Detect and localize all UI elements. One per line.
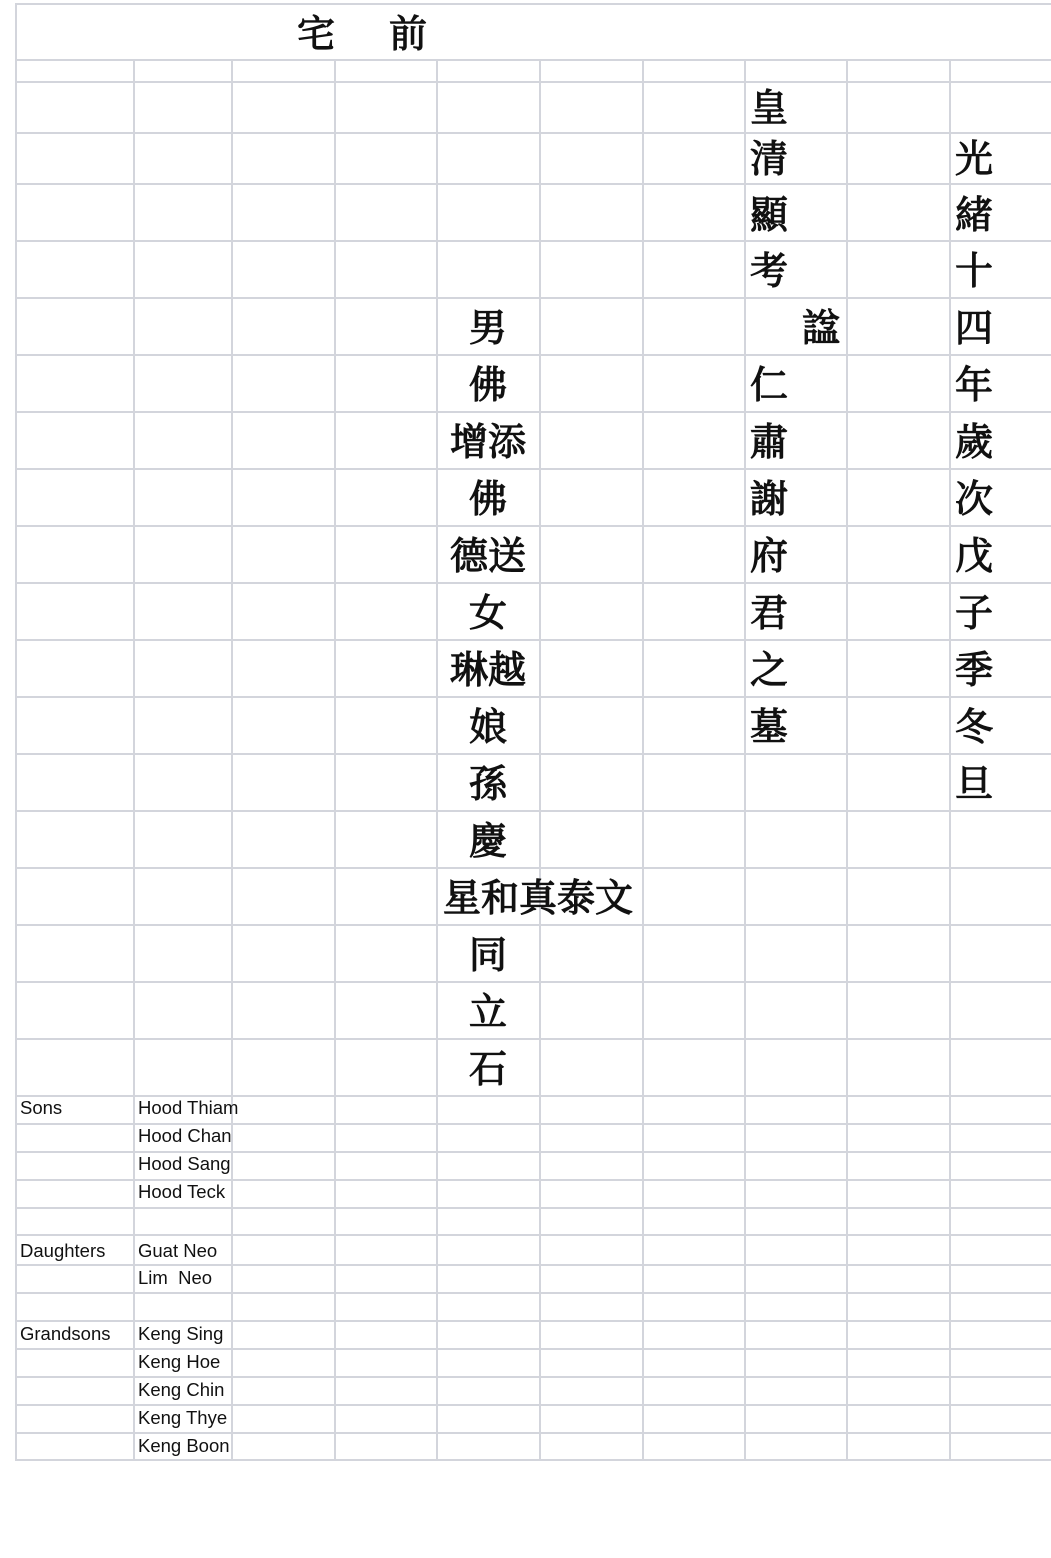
grid-row-line [15,240,1051,242]
main-inscription-char: 之 [750,648,789,692]
descendants-char: 立 [468,990,508,1034]
descendants-char: 孫 [468,762,508,806]
daughter-name: Guat Neo [138,1240,218,1261]
grid-row-line [15,59,1051,61]
descendants-char: 佛 [468,363,508,407]
date-char: 子 [955,591,994,635]
date-char: 四 [955,306,994,350]
grid-row-line [15,1432,1051,1434]
descendants-char: 琳越 [449,648,527,692]
grid-row-line [15,1459,1051,1461]
grid-row-line [15,411,1051,413]
grid-row-line [15,1320,1051,1322]
grid-row-line [15,1376,1051,1378]
grid-row-line [15,1264,1051,1266]
daughters-label: Daughters [20,1240,106,1261]
grid-row-line [15,924,1051,926]
main-inscription-shi: 諡 [802,306,841,350]
main-inscription-char: 君 [750,591,789,635]
son-name: Hood Chan [138,1125,232,1146]
date-char: 旦 [955,762,994,806]
grid-row-line [15,297,1051,299]
main-inscription-char: 肅 [750,420,789,464]
grid-column-line [436,59,438,1461]
grandson-name: Keng Sing [138,1323,224,1344]
date-char: 次 [955,477,994,521]
grandson-name: Keng Thye [138,1407,228,1428]
date-char: 冬 [955,705,994,749]
grid-row-line [15,1348,1051,1350]
descendants-char: 女 [468,591,508,635]
grid-column-line [231,59,233,1461]
grandsons-label: Grandsons [20,1323,111,1344]
grid-row-line [15,1038,1051,1040]
date-char: 戊 [955,534,994,578]
main-inscription-char: 墓 [750,705,789,749]
descendants-char: 男 [468,306,508,350]
grid-column-line [15,3,17,1461]
grid-column-line [334,59,336,1461]
grid-row-line [15,81,1051,83]
grid-column-line [949,59,951,1461]
descendants-char: 娘 [468,705,508,749]
main-inscription-char: 謝 [750,477,789,521]
grid-row-line [15,1404,1051,1406]
grid-row-line [15,132,1051,134]
main-inscription-char: 考 [750,249,789,293]
main-inscription-char: 仁 [750,363,789,407]
grid-row-line [15,696,1051,698]
son-name: Hood Thiam [138,1097,239,1118]
header-title-left: 宅 [297,12,336,56]
header-title-right: 前 [389,12,428,56]
descendants-char: 德送 [449,534,527,578]
grid-row-line [15,582,1051,584]
grid-row-line [15,468,1051,470]
grid-row-line [15,810,1051,812]
date-char: 緒 [955,193,994,237]
daughter-name: Lim Neo [138,1267,213,1288]
date-char: 年 [955,363,994,407]
descendants-char: 星和真泰文 [442,876,634,920]
grid-row-line [15,639,1051,641]
grid-column-line [133,59,135,1461]
grid-row-line [15,183,1051,185]
descendants-char: 佛 [468,477,508,521]
grid-column-line [539,59,541,1461]
son-name: Hood Teck [138,1181,226,1202]
grid-row-line [15,1207,1051,1209]
date-char: 十 [955,249,994,293]
grid-row-line [15,1234,1051,1236]
main-inscription-char: 顯 [750,193,789,237]
grid-row-line [15,1292,1051,1294]
date-char: 歲 [955,420,994,464]
grid-row-line [15,753,1051,755]
grid-column-line [744,59,746,1461]
grandson-name: Keng Chin [138,1379,225,1400]
grid-row-line [15,867,1051,869]
grid-column-line [642,59,644,1461]
son-name: Hood Sang [138,1153,231,1174]
descendants-char: 慶 [468,819,508,863]
date-char: 季 [955,648,994,692]
sons-label: Sons [20,1097,63,1118]
descendants-char: 石 [468,1047,508,1091]
grandson-name: Keng Boon [138,1435,230,1456]
descendants-char: 增添 [449,420,527,464]
main-inscription-char: 府 [750,534,789,578]
main-inscription-char: 皇 [750,86,789,130]
descendants-char: 同 [468,933,508,977]
grid-row-line [15,3,1051,5]
date-char: 光 [955,137,994,181]
grid-column-line [846,59,848,1461]
grandson-name: Keng Hoe [138,1351,221,1372]
main-inscription-char: 清 [750,137,789,181]
grid-row-line [15,525,1051,527]
grid-row-line [15,354,1051,356]
grid-row-line [15,981,1051,983]
